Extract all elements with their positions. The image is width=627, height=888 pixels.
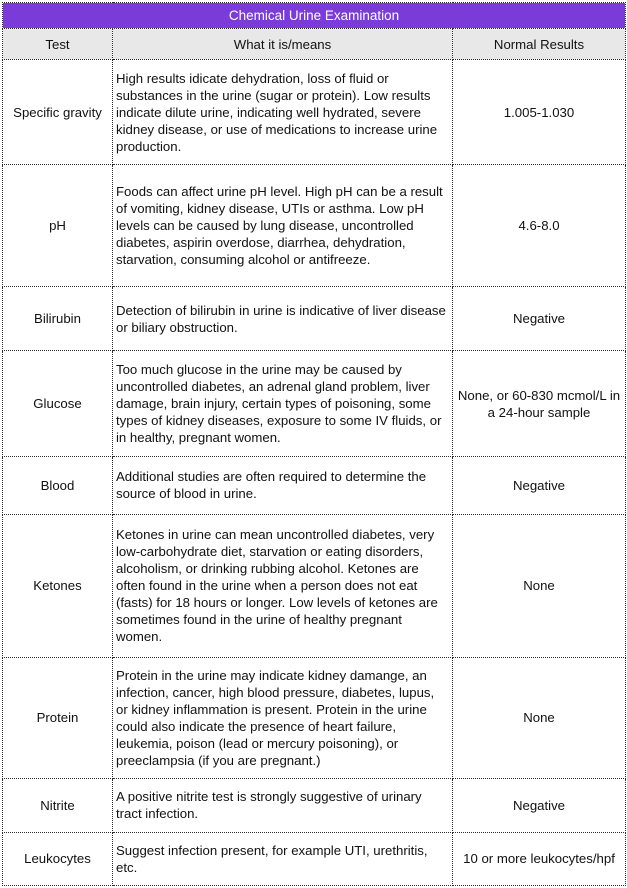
- table-title: Chemical Urine Examination: [3, 3, 626, 29]
- normal-result: Negative: [453, 287, 626, 351]
- test-description: Too much glucose in the urine may be caused by uncontrolled diabetes, an adrenal gland problem, liver damage, brain injury, certain types of poisoning, some types of kidney diseases, exposure to some IV fluids, or in healthy, pregnant women.: [113, 351, 453, 457]
- normal-result: 1.005-1.030: [453, 60, 626, 165]
- title-row: [3, 3, 626, 29]
- test-name: Leukocytes: [3, 832, 113, 885]
- table-row: [3, 457, 626, 514]
- normal-result: None: [453, 657, 626, 778]
- table-row: [3, 60, 626, 165]
- test-name: Nitrite: [3, 778, 113, 832]
- test-name: pH: [3, 165, 113, 287]
- test-description: Ketones in urine can mean uncontrolled diabetes, very low-carbohydrate diet, starvation or eating disorders, alcoholism, or drinking rubbing alcohol. Ketones are often found in the urine when a person does not eat (fasts) for 18 hours or longer. Low levels of ketones are sometimes found in the urine of healthy pregnant women.: [113, 514, 453, 657]
- column-header-means: What it is/means: [113, 29, 453, 60]
- table-row: [3, 832, 626, 885]
- header-row: [3, 29, 626, 60]
- normal-result: None: [453, 514, 626, 657]
- test-description: Additional studies are often required to determine the source of blood in urine.: [113, 457, 453, 514]
- table-row: [3, 657, 626, 778]
- test-description: A positive nitrite test is strongly suggestive of urinary tract infection.: [113, 778, 453, 832]
- table-row: [3, 287, 626, 351]
- table-row: [3, 351, 626, 457]
- normal-result: 10 or more leukocytes/hpf: [453, 832, 626, 885]
- normal-result: 4.6-8.0: [453, 165, 626, 287]
- test-description: Detection of bilirubin in urine is indicative of liver disease or biliary obstruction.: [113, 287, 453, 351]
- test-description: High results idicate dehydration, loss of fluid or substances in the urine (sugar or protein). Low results indicate dilute urine, indicating well hydrated, severe kidney disease, or use of medications to increase urine production.: [113, 60, 453, 165]
- test-name: Protein: [3, 657, 113, 778]
- table-row: [3, 165, 626, 287]
- test-description: Suggest infection present, for example UTI, urethritis, etc.: [113, 832, 453, 885]
- test-description: Protein in the urine may indicate kidney damange, an infection, cancer, high blood pressure, diabetes, lupus, or kidney inflammation is present. Protein in the urine could also indicate the presence of heart failure, leukemia, poison (lead or mercury poisoning), or preeclampsia (if you are pregnant.): [113, 657, 453, 778]
- column-header-test: Test: [3, 29, 113, 60]
- urine-exam-table: [2, 2, 626, 886]
- normal-result: Negative: [453, 457, 626, 514]
- test-name: Glucose: [3, 351, 113, 457]
- normal-result: Negative: [453, 778, 626, 832]
- table-row: [3, 514, 626, 657]
- column-header-normal: Normal Results: [453, 29, 626, 60]
- test-name: Bilirubin: [3, 287, 113, 351]
- normal-result: None, or 60-830 mcmol/L in a 24-hour sample: [453, 351, 626, 457]
- test-name: Blood: [3, 457, 113, 514]
- table-row: [3, 778, 626, 832]
- test-name: Specific gravity: [3, 60, 113, 165]
- test-name: Ketones: [3, 514, 113, 657]
- test-description: Foods can affect urine pH level. High pH can be a result of vomiting, kidney disease, UTIs or asthma. Low pH levels can be caused by lung disease, uncontrolled diabetes, aspirin overdose, diarrhea, dehydration, starvation, consuming alcohol or antifreeze.: [113, 165, 453, 287]
